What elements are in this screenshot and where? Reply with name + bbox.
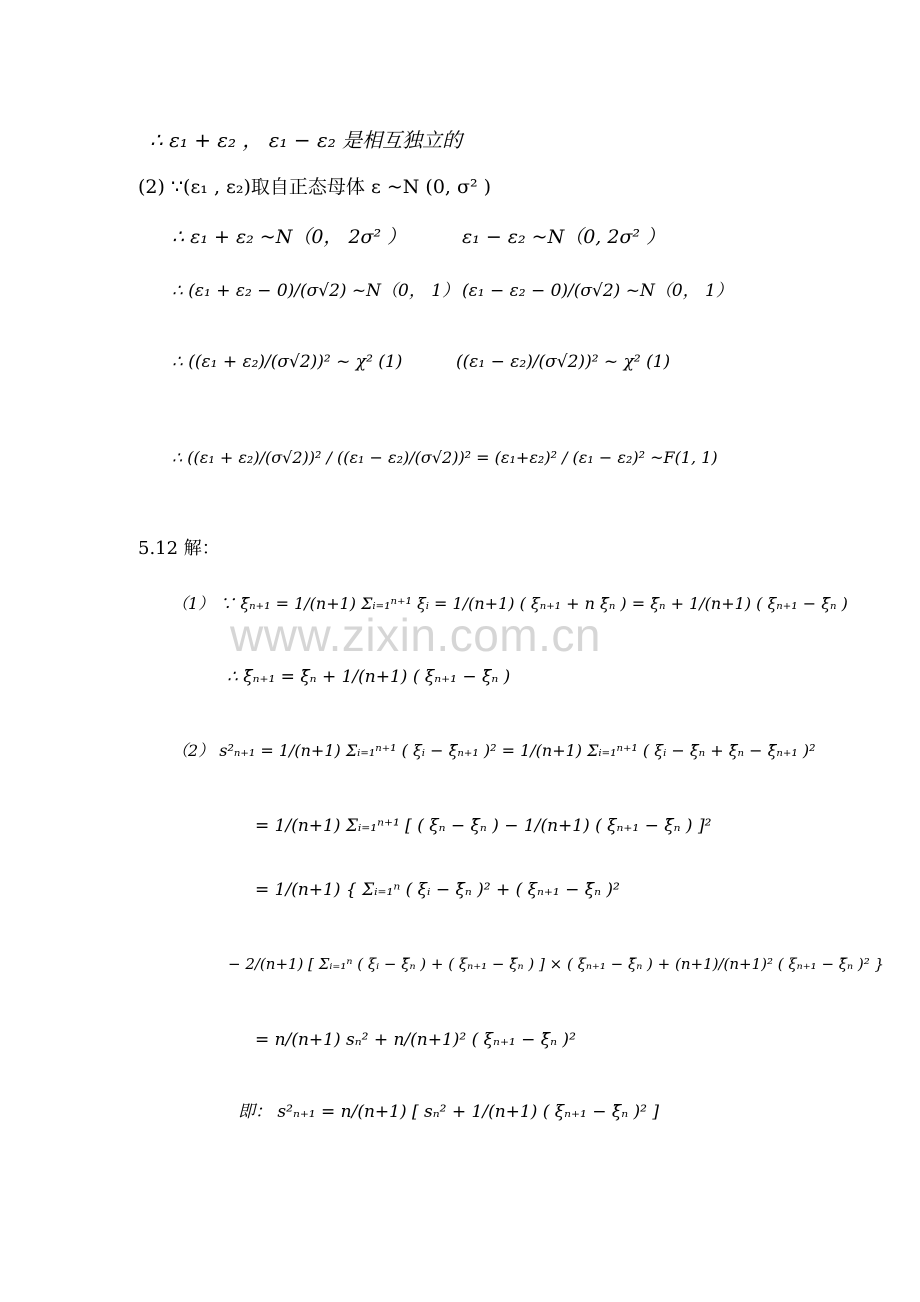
formula-line: − 2/(n+1) [ Σᵢ₌₁ⁿ ( ξᵢ − ξ̄ₙ ) + ( ξₙ₊₁ − ξ̄ₙ ) ] × ( ξₙ₊₁ − ξ̄ₙ ) + (n+1)/(n+1)² ( ξₙ₊₁ − ξ̄ₙ )² } xyxy=(228,955,885,973)
formula-line: （2） s²ₙ₊₁ = 1/(n+1) Σᵢ₌₁ⁿ⁺¹ ( ξᵢ − ξ̄ₙ₊₁ )² = 1/(n+1) Σᵢ₌₁ⁿ⁺¹ ( ξᵢ − ξ̄ₙ + ξ̄ₙ − ξ̄ₙ₊₁ )² xyxy=(172,741,816,760)
section-heading: 5.12 解： xyxy=(138,538,220,559)
formula-line: ∴ ((ε₁ + ε₂)/(σ√2))² ~ χ² (1) xyxy=(172,352,403,372)
formula-line: ∴ ξ̄ₙ₊₁ = ξ̄ₙ + 1/(n+1) ( ξₙ₊₁ − ξ̄ₙ ) xyxy=(227,667,511,687)
formula-line: 即： s²ₙ₊₁ = n/(n+1) [ sₙ² + 1/(n+1) ( ξₙ₊₁ − ξ̄ₙ )² ] xyxy=(238,1102,660,1122)
formula-line: ∴ ε₁ + ε₂ ~N（0， 2σ² ） xyxy=(172,226,407,248)
formula-line: ((ε₁ − ε₂)/(σ√2))² ~ χ² (1) xyxy=(456,352,671,372)
formula-line: ∴ ε₁ + ε₂ ， ε₁ − ε₂ 是相互独立的 xyxy=(150,128,463,152)
formula-line: = 1/(n+1) Σᵢ₌₁ⁿ⁺¹ [ ( ξₙ − ξ̄ₙ ) − 1/(n+1) ( ξₙ₊₁ − ξ̄ₙ ) ]² xyxy=(255,816,712,836)
formula-line: = n/(n+1) sₙ² + n/(n+1)² ( ξₙ₊₁ − ξ̄ₙ )² xyxy=(255,1030,576,1050)
formula-line: (2) ∵(ε₁ , ε₂)取自正态母体 ε ~N (0, σ² ) xyxy=(138,176,492,198)
formula-line: （1） ∵ ξ̄ₙ₊₁ = 1/(n+1) Σᵢ₌₁ⁿ⁺¹ ξᵢ = 1/(n+1) ( ξₙ₊₁ + n ξ̄ₙ ) = ξ̄ₙ + 1/(n+1) ( ξₙ₊₁ − ξ̄ₙ ) xyxy=(172,594,848,613)
watermark: www.zixin.com.cn xyxy=(230,609,601,661)
formula-line: ∴ (ε₁ + ε₂ − 0)/(σ√2) ~N（0， 1） xyxy=(172,281,460,301)
formula-line: ε₁ − ε₂ ~N（0, 2σ² ） xyxy=(462,226,666,248)
formula-line: ∴ ((ε₁ + ε₂)/(σ√2))² / ((ε₁ − ε₂)/(σ√2))² = (ε₁+ε₂)² / (ε₁ − ε₂)² ~F(1, 1) xyxy=(172,448,718,467)
formula-line: = 1/(n+1) { Σᵢ₌₁ⁿ ( ξᵢ − ξ̄ₙ )² + ( ξₙ₊₁ − ξ̄ₙ )² xyxy=(255,880,620,900)
formula-line: (ε₁ − ε₂ − 0)/(σ√2) ~N（0， 1） xyxy=(462,281,733,301)
